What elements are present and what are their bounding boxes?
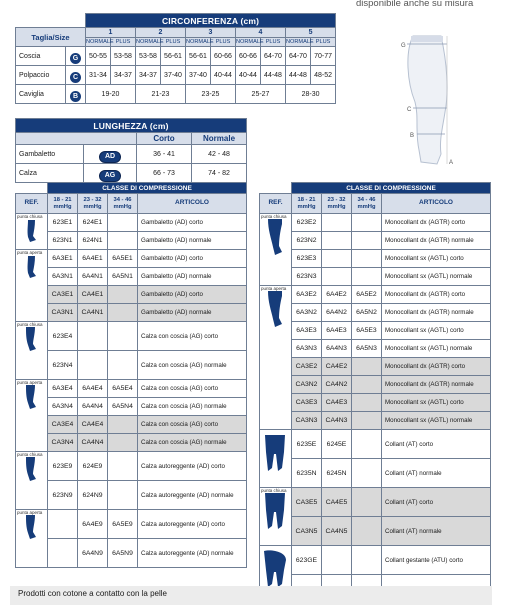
ref-tip-label: punta aperta	[17, 380, 43, 385]
ref-tip-label: punta chiusa	[261, 488, 287, 493]
size-label: Taglia/Size	[16, 28, 86, 47]
ref-image-cell	[260, 488, 292, 546]
measure-c-badge: C	[70, 72, 81, 83]
article-name-cell: Monocollant sx (AGTL) normale	[382, 340, 491, 358]
ref-code-cell	[78, 322, 108, 351]
table-row	[260, 304, 491, 322]
table-row	[16, 268, 247, 286]
table-cell: 23-25	[186, 85, 236, 104]
ref-code-cell	[352, 430, 382, 459]
table-row	[260, 232, 491, 250]
article-name-cell: Calza con coscia (AG) corto	[138, 322, 247, 351]
table-row	[260, 430, 491, 459]
ref-code-cell: 6245E	[322, 430, 352, 459]
length-title: LUNGHEZZA (cm)	[16, 119, 247, 133]
table-row	[260, 517, 491, 546]
class-1-header: 18 - 21 mmHg	[292, 194, 322, 214]
product-table-left	[15, 182, 247, 568]
article-name-cell: Monocollant dx (AGTR) normale	[382, 376, 491, 394]
article-name-cell: Monocollant sx (AGTL) corto	[382, 322, 491, 340]
ref-code-cell: CA3E2	[292, 358, 322, 376]
measure-g-badge: G	[70, 53, 81, 64]
ref-image-cell	[16, 510, 48, 568]
ref-code-cell	[352, 394, 382, 412]
article-name-cell: Gambaletto (AD) corto	[138, 250, 247, 268]
article-name-cell: Calza con coscia (AG) normale	[138, 398, 247, 416]
ref-tip-label: punta chiusa	[17, 214, 43, 219]
ref-code-cell: 623N9	[48, 481, 78, 510]
circumference-title: CIRCONFERENZA (cm)	[86, 14, 336, 28]
articolo-header: ARTICOLO	[138, 194, 247, 214]
ref-code-cell: 6A4E2	[322, 286, 352, 304]
ref-code-cell: 6A3N1	[48, 268, 78, 286]
plus-header: PLUS	[161, 38, 186, 47]
ref-code-cell: 623E3	[292, 250, 322, 268]
table-cell: 37-40	[186, 66, 211, 85]
ref-code-cell	[108, 286, 138, 304]
table-row	[260, 459, 491, 488]
table-cell: 56-61	[161, 47, 186, 66]
article-name-cell: Monocollant dx (AGTR) normale	[382, 232, 491, 250]
table-row	[16, 250, 247, 268]
table-cell: 64-70	[286, 47, 311, 66]
normale-header: NORMALE	[236, 39, 264, 45]
ref-tip-label: punta chiusa	[261, 214, 287, 219]
ref-code-cell: 624N1	[78, 232, 108, 250]
ref-code-cell	[48, 510, 78, 539]
measure-b-badge: B	[70, 91, 81, 102]
article-name-cell: Monocollant sx (AGTL) corto	[382, 250, 491, 268]
class-3-header: 34 - 46 mmHg	[352, 194, 382, 214]
table-row	[16, 322, 247, 351]
ref-code-cell	[352, 412, 382, 430]
ref-code-cell: 6A5E4	[108, 380, 138, 398]
table-cell: 34-37	[136, 66, 161, 85]
ref-code-cell: 6A5E3	[352, 322, 382, 340]
table-row	[260, 546, 491, 575]
table-row	[260, 340, 491, 358]
ref-code-cell: 624N9	[78, 481, 108, 510]
product-table-right	[259, 182, 491, 604]
table-row	[16, 398, 247, 416]
article-name-cell: Calza con coscia (AG) normale	[138, 351, 247, 380]
table-row	[16, 434, 247, 452]
ref-code-cell: 6A4N9	[78, 539, 108, 568]
ref-code-cell: 6A3E3	[292, 322, 322, 340]
ref-code-cell	[322, 250, 352, 268]
ref-code-cell: 6A3E1	[48, 250, 78, 268]
cotton-note	[10, 586, 492, 605]
ref-code-cell	[108, 481, 138, 510]
table-cell: 40-44	[211, 66, 236, 85]
ref-image-cell	[260, 430, 292, 488]
ref-code-cell: 6A5N2	[352, 304, 382, 322]
article-name-cell: Gambaletto (AD) normale	[138, 268, 247, 286]
table-cell: 53-58	[111, 47, 136, 66]
ref-code-cell: 6A3E4	[48, 380, 78, 398]
table-row	[260, 286, 491, 304]
table-cell: 48-52	[311, 66, 336, 85]
table-cell: 37-40	[161, 66, 186, 85]
table-cell: 44-48	[286, 66, 311, 85]
normale-header: NORMALE	[86, 39, 114, 45]
compression-class-header: CLASSE DI COMPRESSIONE	[48, 183, 247, 194]
table-cell: 60-66	[211, 47, 236, 66]
length-table	[15, 118, 247, 183]
ref-column-header: REF.	[16, 194, 48, 214]
polpaccio-label: Polpaccio	[16, 66, 66, 85]
table-row	[260, 488, 491, 517]
table-row	[260, 268, 491, 286]
ref-code-cell	[352, 376, 382, 394]
article-name-cell: Calza autoreggente (AD) corto	[138, 510, 247, 539]
article-name-cell: Calza autoreggente (AD) corto	[138, 452, 247, 481]
diagram-label-c: C	[407, 107, 412, 113]
ref-tip-label: punta chiusa	[17, 452, 43, 457]
ref-code-cell: CA4E1	[78, 286, 108, 304]
ref-code-cell	[108, 434, 138, 452]
ref-code-cell: 6235N	[292, 459, 322, 488]
ref-code-cell: 623N1	[48, 232, 78, 250]
ref-code-cell	[108, 304, 138, 322]
table-row	[16, 481, 247, 510]
table-cell: 28-30	[286, 85, 336, 104]
plus-header: PLUS	[311, 38, 336, 47]
table-cell: 56-61	[186, 47, 211, 66]
ref-code-cell: 623N3	[292, 268, 322, 286]
class-2-header: 23 - 32 mmHg	[78, 194, 108, 214]
article-name-cell: Collant (AT) corto	[382, 430, 491, 459]
ref-code-cell	[108, 232, 138, 250]
ref-code-cell: CA4N5	[322, 517, 352, 546]
ref-code-cell: 6A3E2	[292, 286, 322, 304]
ref-code-cell: 6A5E9	[108, 510, 138, 539]
ref-code-cell: 624E9	[78, 452, 108, 481]
size-header: 1	[86, 28, 136, 38]
article-name-cell: Monocollant dx (AGTR) corto	[382, 286, 491, 304]
size-header: 2	[136, 28, 186, 38]
ref-code-cell	[108, 322, 138, 351]
ref-code-cell: 624E1	[78, 214, 108, 232]
ref-image-cell	[16, 214, 48, 250]
table-row	[16, 351, 247, 380]
table-cell: 40-44	[236, 66, 261, 85]
ref-tip-label: punta aperta	[17, 250, 43, 255]
ref-code-cell: 623E4	[48, 322, 78, 351]
ref-image-cell	[16, 380, 48, 452]
articolo-header: ARTICOLO	[382, 194, 491, 214]
ref-code-cell	[322, 232, 352, 250]
article-name-cell: Monocollant dx (AGTR) corto	[382, 358, 491, 376]
ref-code-cell	[108, 214, 138, 232]
ref-code-cell: CA3E3	[292, 394, 322, 412]
table-cell: 74 - 82	[192, 164, 247, 183]
table-row	[16, 452, 247, 481]
ref-tip-label: punta aperta	[261, 286, 287, 291]
normale-header: NORMALE	[186, 39, 214, 45]
size-header: 5	[286, 28, 336, 38]
ref-code-cell: 6A5E1	[108, 250, 138, 268]
normale-header: NORMALE	[136, 39, 164, 45]
article-name-cell: Gambaletto (AD) normale	[138, 304, 247, 322]
diagram-label-b: B	[410, 133, 415, 139]
table-row	[16, 214, 247, 232]
table-row	[260, 250, 491, 268]
ref-code-cell: CA4E4	[78, 416, 108, 434]
ref-column-header: REF.	[260, 194, 292, 214]
table-cell: 34-37	[111, 66, 136, 85]
article-name-cell: Monocollant sx (AGTL) corto	[382, 394, 491, 412]
ref-code-cell: CA4E3	[322, 394, 352, 412]
ref-code-cell: CA3N5	[292, 517, 322, 546]
ref-code-cell: 6A5N3	[352, 340, 382, 358]
ref-code-cell: CA4N1	[78, 304, 108, 322]
coscia-label: Coscia	[16, 47, 66, 66]
ref-code-cell	[322, 268, 352, 286]
normale-header: NORMALE	[286, 39, 314, 45]
cotton-note-text: Prodotti con cotone a contatto con la pelle	[18, 589, 167, 598]
ref-tip-label: punta aperta	[17, 510, 43, 515]
class-2-header: 23 - 32 mmHg	[322, 194, 352, 214]
article-name-cell: Collant gestante (ATU) corto	[382, 546, 491, 575]
class-3-header: 34 - 46 mmHg	[108, 194, 138, 214]
table-row	[16, 304, 247, 322]
article-name-cell: Monocollant dx (AGTR) normale	[382, 304, 491, 322]
article-name-cell: Calza autoreggente (AD) normale	[138, 481, 247, 510]
table-row	[260, 358, 491, 376]
ref-code-cell: 6A4E3	[322, 322, 352, 340]
ref-code-cell	[108, 351, 138, 380]
caviglia-label: Caviglia	[16, 85, 66, 104]
article-name-cell: Calza con coscia (AG) normale	[138, 434, 247, 452]
ref-code-cell: 6A4E4	[78, 380, 108, 398]
ref-code-cell	[352, 517, 382, 546]
ref-code-cell	[322, 546, 352, 575]
ref-code-cell	[108, 452, 138, 481]
table-cell: 53-58	[136, 47, 161, 66]
ref-code-cell: 6A3N2	[292, 304, 322, 322]
ref-code-cell: CA4E2	[322, 358, 352, 376]
ref-code-cell	[352, 214, 382, 232]
size-header: 3	[186, 28, 236, 38]
ref-code-cell: CA3N1	[48, 304, 78, 322]
custom-size-caption: disponibile anche su misura	[356, 0, 474, 9]
article-name-cell: Monocollant sx (AGTL) normale	[382, 412, 491, 430]
plus-header: PLUS	[111, 38, 136, 47]
ref-code-cell: 6A5N9	[108, 539, 138, 568]
compression-class-header: CLASSE DI COMPRESSIONE	[292, 183, 491, 194]
ref-code-cell	[352, 546, 382, 575]
table-row	[16, 510, 247, 539]
ref-code-cell: CA3E5	[292, 488, 322, 517]
article-name-cell: Gambaletto (AD) corto	[138, 214, 247, 232]
table-row	[260, 376, 491, 394]
ref-code-cell: CA3E4	[48, 416, 78, 434]
class-1-header: 18 - 21 mmHg	[48, 194, 78, 214]
table-cell: 50-55	[86, 47, 111, 66]
ref-code-cell: CA3E1	[48, 286, 78, 304]
table-cell: 44-48	[261, 66, 286, 85]
table-row	[16, 380, 247, 398]
ref-code-cell	[322, 214, 352, 232]
ref-code-cell: CA3N3	[292, 412, 322, 430]
ref-code-cell	[352, 250, 382, 268]
article-name-cell: Monocollant sx (AGTL) normale	[382, 268, 491, 286]
normale-header: Normale	[192, 133, 247, 145]
table-cell: 25-27	[236, 85, 286, 104]
table-cell: 19-20	[86, 85, 136, 104]
ref-code-cell	[352, 488, 382, 517]
table-cell: 64-70	[261, 47, 286, 66]
diagram-label-g: G	[401, 43, 406, 49]
table-cell: 42 - 48	[192, 145, 247, 164]
ref-code-cell	[108, 416, 138, 434]
ref-code-cell: CA4N3	[322, 412, 352, 430]
article-name-cell: Gambaletto (AD) normale	[138, 232, 247, 250]
ref-image-cell	[16, 250, 48, 322]
ref-code-cell: 6A4N3	[322, 340, 352, 358]
ref-code-cell: 6235E	[292, 430, 322, 459]
ref-code-cell: CA4N4	[78, 434, 108, 452]
table-row	[16, 539, 247, 568]
ref-code-cell: CA3N4	[48, 434, 78, 452]
table-row	[260, 322, 491, 340]
table-cell: 66 - 73	[137, 164, 192, 183]
article-name-cell: Calza con coscia (AG) corto	[138, 416, 247, 434]
ref-tip-label: punta chiusa	[17, 322, 43, 327]
plus-header: PLUS	[261, 38, 286, 47]
ref-code-cell: 623E1	[48, 214, 78, 232]
ref-code-cell: 6A4N2	[322, 304, 352, 322]
ref-code-cell	[48, 539, 78, 568]
length-ad-badge: AD	[99, 151, 121, 163]
diagram-label-a: A	[449, 160, 454, 166]
ref-code-cell: 6A5N1	[108, 268, 138, 286]
table-cell: 70-77	[311, 47, 336, 66]
ref-code-cell: CA3N2	[292, 376, 322, 394]
ref-code-cell	[78, 351, 108, 380]
gambaletto-label: Gambaletto	[16, 145, 84, 164]
ref-code-cell	[352, 358, 382, 376]
ref-image-cell	[260, 286, 292, 430]
article-name-cell: Gambaletto (AD) corto	[138, 286, 247, 304]
ref-code-cell: 6A4N1	[78, 268, 108, 286]
ref-image-cell	[16, 322, 48, 380]
article-name-cell: Calza con coscia (AG) corto	[138, 380, 247, 398]
table-cell: 36 - 41	[137, 145, 192, 164]
ref-code-cell: 6A4N4	[78, 398, 108, 416]
table-row	[260, 214, 491, 232]
article-name-cell: Collant (AT) normale	[382, 517, 491, 546]
table-row	[260, 394, 491, 412]
ref-code-cell: CA4E5	[322, 488, 352, 517]
table-cell: 21-23	[136, 85, 186, 104]
ref-image-cell	[260, 214, 292, 286]
ref-code-cell	[352, 459, 382, 488]
ref-code-cell: 623N2	[292, 232, 322, 250]
ref-image-cell	[16, 452, 48, 510]
table-row	[16, 286, 247, 304]
ref-code-cell: 6A5E2	[352, 286, 382, 304]
ref-code-cell	[352, 232, 382, 250]
table-row	[16, 416, 247, 434]
ref-code-cell: 623GE	[292, 546, 322, 575]
ref-code-cell: 6A3N3	[292, 340, 322, 358]
ref-code-cell: 623N4	[48, 351, 78, 380]
corto-header: Corto	[137, 133, 192, 145]
ref-code-cell: 6A4E9	[78, 510, 108, 539]
article-name-cell: Calza autoreggente (AD) normale	[138, 539, 247, 568]
calza-label: Calza	[16, 164, 84, 183]
ref-code-cell	[352, 268, 382, 286]
ref-code-cell: 6A5N4	[108, 398, 138, 416]
ref-code-cell: CA4N2	[322, 376, 352, 394]
ref-code-cell: 623E9	[48, 452, 78, 481]
article-name-cell: Collant (AT) corto	[382, 488, 491, 517]
article-name-cell: Monocollant dx (AGTR) corto	[382, 214, 491, 232]
ref-code-cell: 6A3N4	[48, 398, 78, 416]
plus-header: PLUS	[211, 38, 236, 47]
table-row	[260, 412, 491, 430]
article-name-cell: Collant (AT) normale	[382, 459, 491, 488]
length-ag-badge: AG	[99, 170, 122, 182]
table-cell: 60-66	[236, 47, 261, 66]
ref-code-cell: 623E2	[292, 214, 322, 232]
circumference-table	[15, 13, 336, 104]
ref-code-cell: 6245N	[322, 459, 352, 488]
table-row	[16, 232, 247, 250]
table-cell: 31-34	[86, 66, 111, 85]
ref-code-cell: 6A4E1	[78, 250, 108, 268]
size-header: 4	[236, 28, 286, 38]
leg-measurement-diagram	[385, 22, 485, 172]
